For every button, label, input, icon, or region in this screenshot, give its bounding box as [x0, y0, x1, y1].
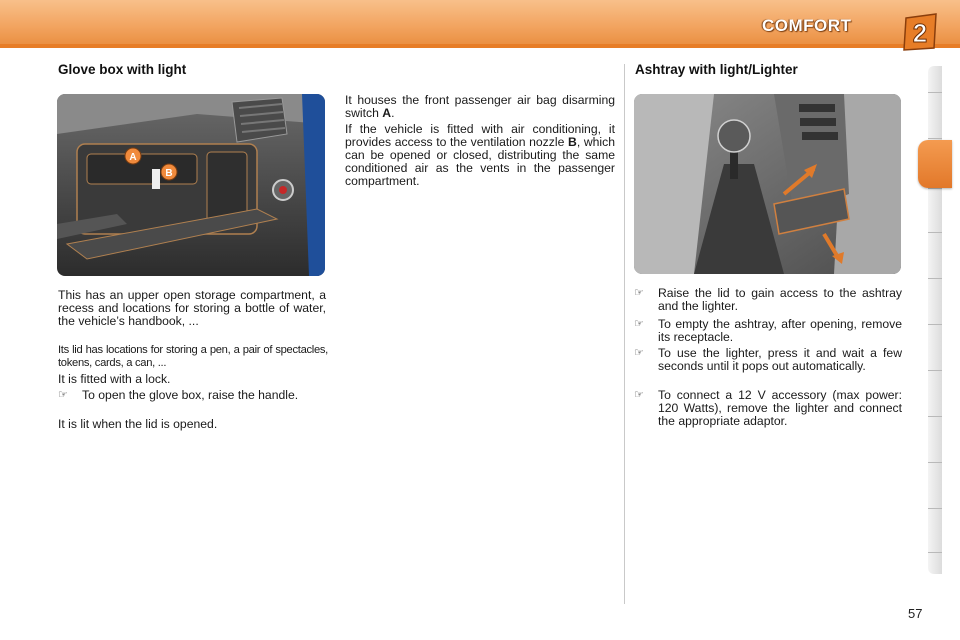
ventilation-paragraph: [345, 123, 615, 188]
ashtray-step-2-text: To empty the ashtray, after opening, remove its receptacle.: [658, 317, 902, 344]
airbag-switch-paragraph: [345, 94, 615, 120]
switch-a-ref: A: [382, 106, 392, 120]
header-accent-line: [0, 44, 960, 48]
chapter-number: 2: [912, 18, 928, 48]
ashtray-step-1: [634, 287, 902, 313]
chapter-tab-divider: [928, 232, 942, 233]
chapter-tab-divider: [928, 138, 942, 139]
glove-box-lock-paragraph: It is fitted with a lock.: [58, 372, 171, 386]
pointing-hand-icon: ☞: [634, 287, 644, 299]
column-divider: [624, 64, 625, 604]
ventilation-text-start: If the vehicle is fitted with air conditioning, it provides access to the ventilation nozzle: [345, 122, 615, 149]
photo-label-a: A: [129, 152, 137, 163]
ashtray-step-4-text: To connect a 12 V accessory (max power: 120 Watts), remove the lighter and connect the appropriate adaptor.: [658, 388, 902, 428]
chapter-tab-active[interactable]: [918, 140, 952, 188]
ashtray-step-4: [634, 389, 902, 428]
ashtray-step-1-text: Raise the lid to gain access to the ashtray and the lighter.: [658, 286, 902, 313]
photo-label-b: B: [165, 168, 173, 179]
chapter-tab-divider: [928, 552, 942, 553]
chapter-tab-divider: [928, 416, 942, 417]
ventilation-text-end: , which can be opened or closed, distributing the same conditioned air as the vents in the passenger compartment.: [345, 135, 616, 188]
chapter-tab-divider: [928, 324, 942, 325]
glove-box-light-paragraph: It is lit when the lid is opened.: [58, 417, 218, 431]
ashtray-step-3-text: To use the lighter, press it and wait a few seconds until it pops out automatically.: [658, 346, 902, 373]
chapter-tab-divider: [928, 278, 942, 279]
ashtray-photo: [634, 94, 901, 274]
pointing-hand-icon: ☞: [58, 389, 68, 401]
chapter-title: COMFORT: [762, 16, 852, 35]
glove-box-paragraph: This has an upper open storage compartment, a recess and locations for storing a bottle of water, the vehicle’s handbook, ...: [58, 288, 326, 328]
ashtray-step-3: [634, 347, 902, 373]
airbag-switch-period: .: [391, 106, 395, 120]
glove-box-lid-paragraph: Its lid has locations for storing a pen, a pair of spectacles, tokens, cards, a can, ...: [58, 344, 328, 369]
pointing-hand-icon: ☞: [634, 318, 644, 330]
ashtray-heading: Ashtray with light/Lighter: [635, 62, 798, 77]
chapter-tab-divider: [928, 508, 942, 509]
chapter-badge-shape: [900, 12, 940, 52]
airbag-switch-text: It houses the front passenger air bag disarming switch: [345, 93, 615, 120]
glove-box-open-text: To open the glove box, raise the handle.: [82, 388, 299, 402]
chapter-tab-divider: [928, 370, 942, 371]
nozzle-b-ref: B: [568, 135, 577, 149]
chapter-tab-divider: [928, 188, 942, 189]
ashtray-step-2: [634, 318, 902, 344]
glove-box-photo: [57, 94, 325, 276]
glove-box-heading: Glove box with light: [58, 62, 187, 77]
pointing-hand-icon: ☞: [634, 389, 644, 401]
chapter-tab-strip: [928, 66, 960, 574]
chapter-tab-divider: [928, 92, 942, 93]
chapter-number-badge: [900, 12, 940, 52]
chapter-tab-divider: [928, 462, 942, 463]
glove-box-open-instruction: [58, 389, 326, 402]
page-number: 57: [908, 606, 923, 621]
pointing-hand-icon: ☞: [634, 347, 644, 359]
